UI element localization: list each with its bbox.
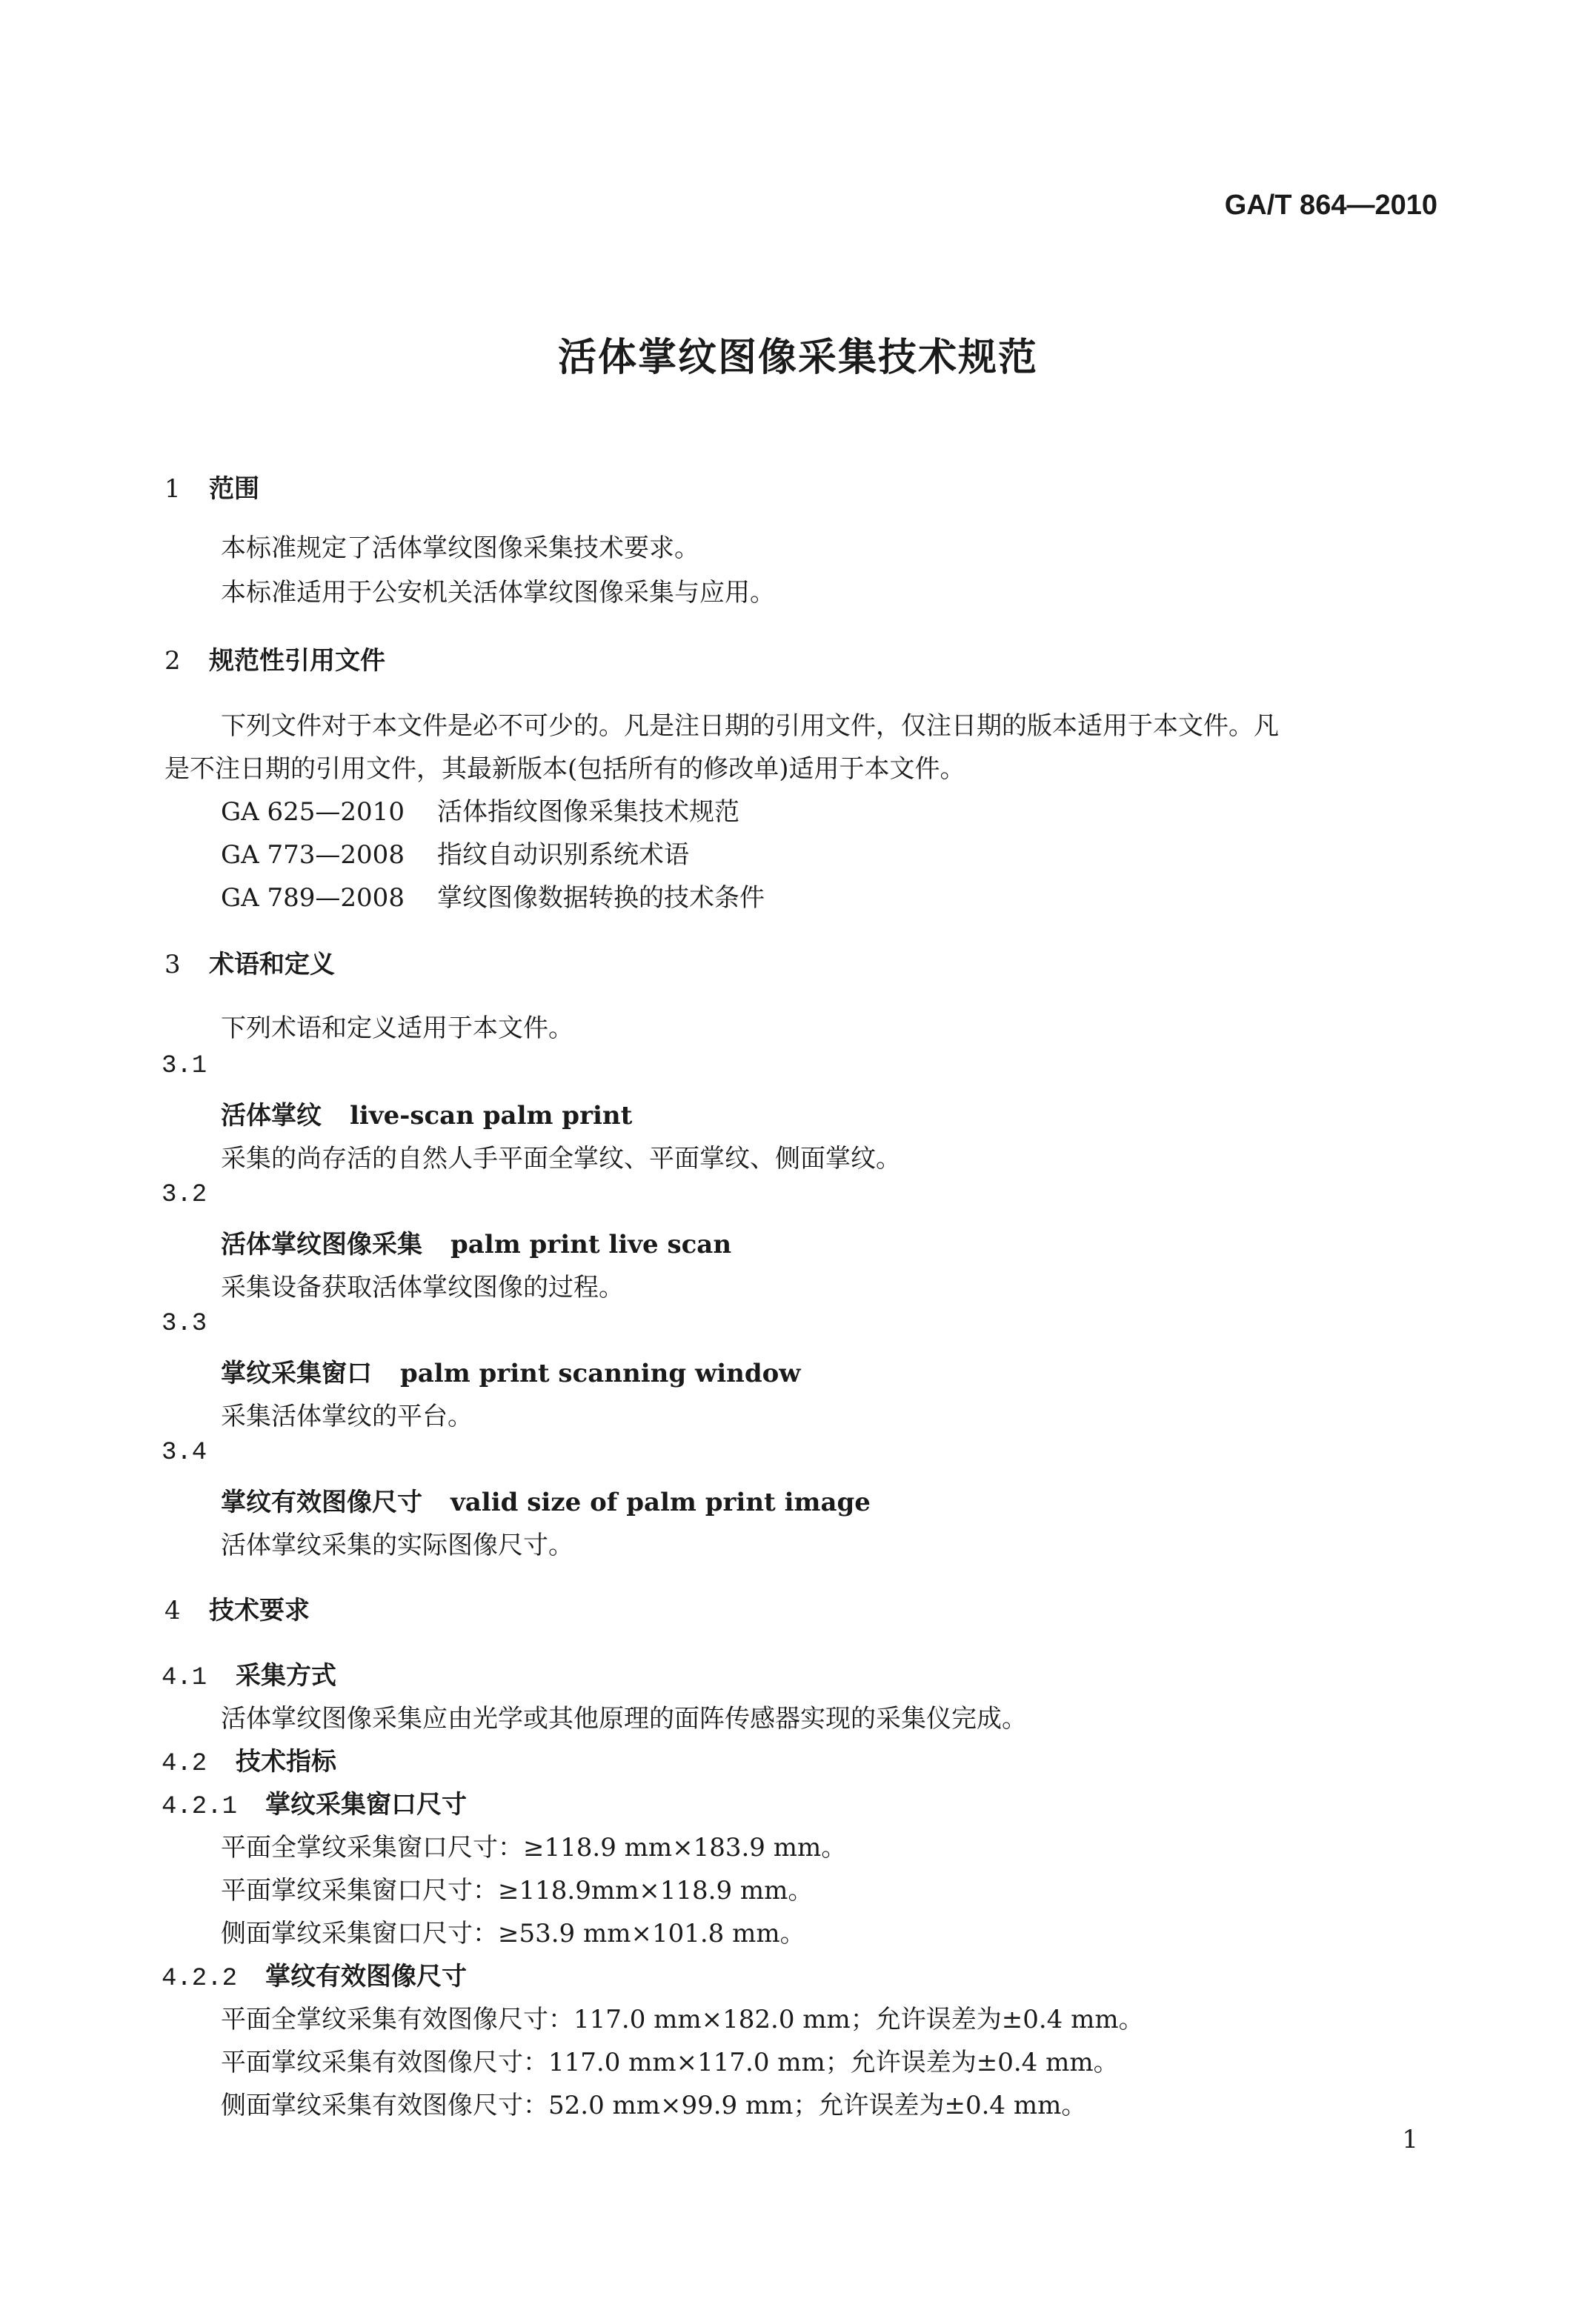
- normative-reference: [221, 791, 739, 828]
- reference-code: GA 773—2008: [221, 840, 405, 870]
- term-definition: 活体掌纹采集的实际图像尺寸。: [221, 1531, 573, 1560]
- reference-code: GA 625—2010: [221, 797, 405, 827]
- paragraph: 本标准适用于公安机关活体掌纹图像采集与应用。: [221, 578, 775, 608]
- spec-line: 平面全掌纹采集有效图像尺寸：117.0 mm×182.0 mm；允许误差为±0.4 mm。: [221, 2005, 1144, 2034]
- term-number: 3.1: [162, 1052, 207, 1080]
- paragraph-continuation: 是不注日期的引用文件，其最新版本(包括所有的修改单)适用于本文件。: [164, 754, 965, 784]
- term-number: 3.4: [162, 1439, 207, 1467]
- term-zh: 掌纹采集窗口: [221, 1359, 372, 1388]
- section-1-heading: [164, 468, 259, 505]
- section-title: 范围: [209, 474, 259, 504]
- section-number: 2: [164, 646, 181, 676]
- term-number: 3.2: [162, 1181, 207, 1209]
- term-heading: [221, 1353, 801, 1389]
- standard-code: GA/T 864—2010: [1224, 190, 1437, 221]
- section-3-heading: [164, 944, 335, 980]
- term-en: palm print scanning window: [400, 1359, 801, 1388]
- term-heading: [221, 1482, 871, 1518]
- paragraph: 下列文件对于本文件是必不可少的。凡是注日期的引用文件，仅注日期的版本适用于本文件。凡: [221, 711, 1279, 741]
- section-number: 4: [164, 1596, 181, 1625]
- section-title: 术语和定义: [209, 950, 335, 979]
- subsection-number: 4.2.1: [162, 1793, 238, 1821]
- section-title: 规范性引用文件: [209, 646, 385, 676]
- term-number: 3.3: [162, 1310, 207, 1338]
- term-heading: [221, 1224, 731, 1260]
- section-2-heading: [164, 640, 385, 676]
- paragraph: 活体掌纹图像采集应由光学或其他原理的面阵传感器实现的采集仪完成。: [221, 1704, 1027, 1734]
- reference-title: 指纹自动识别系统术语: [437, 840, 689, 870]
- subsection-title: 技术指标: [236, 1747, 336, 1777]
- document-title: 活体掌纹图像采集技术规范: [557, 335, 1038, 380]
- paragraph: 本标准规定了活体掌纹图像采集技术要求。: [221, 533, 699, 563]
- subsection-number: 4.2.2: [162, 1965, 238, 1993]
- section-title: 技术要求: [209, 1596, 310, 1625]
- spec-line: 平面全掌纹采集窗口尺寸：≥118.9 mm×183.9 mm。: [221, 1833, 847, 1863]
- term-zh: 活体掌纹图像采集: [221, 1230, 422, 1259]
- term-en: valid size of palm print image: [450, 1488, 871, 1517]
- section-number: 3: [164, 950, 181, 979]
- term-en: palm print live scan: [450, 1230, 732, 1259]
- term-zh: 掌纹有效图像尺寸: [221, 1488, 422, 1517]
- subsection-title: 掌纹有效图像尺寸: [265, 1962, 467, 1991]
- paragraph: 下列术语和定义适用于本文件。: [221, 1013, 573, 1043]
- subsection-4-2-heading: [162, 1741, 336, 1778]
- subsection-title: 掌纹采集窗口尺寸: [265, 1790, 467, 1820]
- subsection-4-2-2-heading: [162, 1956, 467, 1993]
- normative-reference: [221, 834, 689, 871]
- page-number: 1: [1402, 2125, 1418, 2154]
- subsection-4-1-heading: [162, 1655, 336, 1692]
- subsection-number: 4.1: [162, 1664, 207, 1692]
- subsection-number: 4.2: [162, 1750, 207, 1778]
- spec-line: 平面掌纹采集有效图像尺寸：117.0 mm×117.0 mm；允许误差为±0.4 mm。: [221, 2048, 1119, 2077]
- reference-code: GA 789—2008: [221, 883, 405, 913]
- term-en: live-scan palm print: [350, 1101, 633, 1131]
- term-heading: [221, 1095, 632, 1131]
- reference-title: 活体指纹图像采集技术规范: [437, 797, 739, 827]
- spec-line: 平面掌纹采集窗口尺寸：≥118.9mm×118.9 mm。: [221, 1876, 814, 1905]
- normative-reference: [221, 877, 765, 913]
- term-definition: 采集的尚存活的自然人手平面全掌纹、平面掌纹、侧面掌纹。: [221, 1144, 901, 1174]
- spec-line: 侧面掌纹采集有效图像尺寸：52.0 mm×99.9 mm；允许误差为±0.4 mm。: [221, 2091, 1087, 2120]
- section-number: 1: [164, 474, 181, 504]
- term-definition: 采集活体掌纹的平台。: [221, 1402, 473, 1431]
- reference-title: 掌纹图像数据转换的技术条件: [437, 883, 765, 913]
- subsection-4-2-1-heading: [162, 1784, 467, 1821]
- term-definition: 采集设备获取活体掌纹图像的过程。: [221, 1273, 624, 1302]
- spec-line: 侧面掌纹采集窗口尺寸：≥53.9 mm×101.8 mm。: [221, 1919, 805, 1948]
- section-4-heading: [164, 1590, 310, 1626]
- subsection-title: 采集方式: [236, 1661, 336, 1691]
- term-zh: 活体掌纹: [221, 1101, 322, 1131]
